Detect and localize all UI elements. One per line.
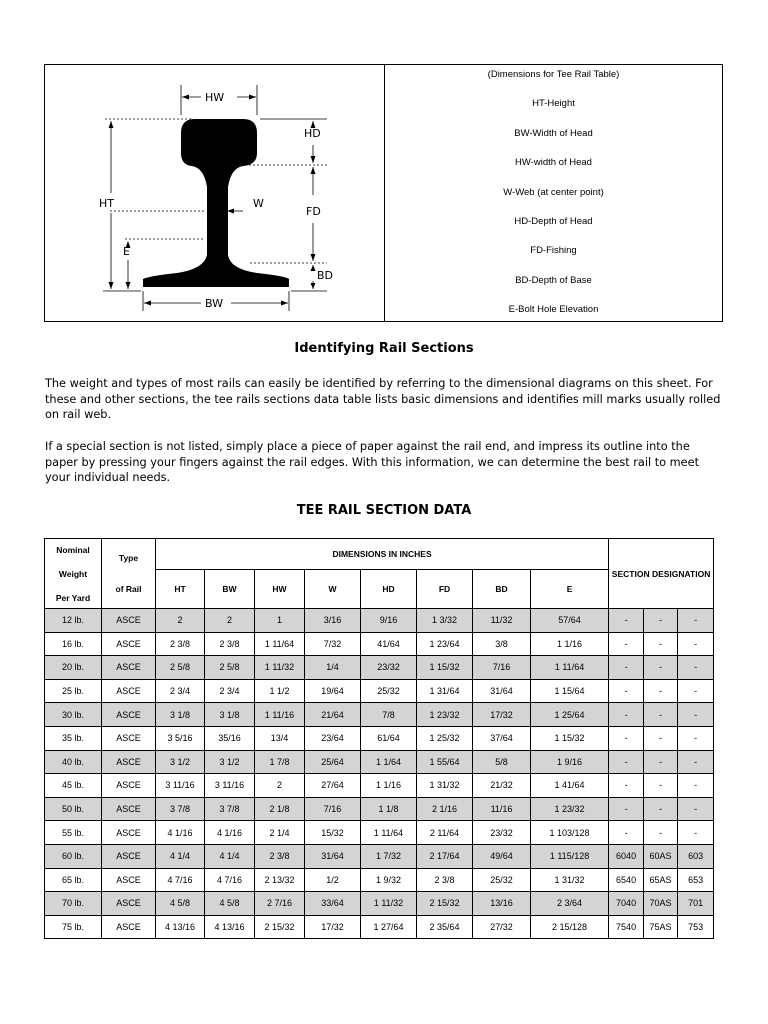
table-cell: 2 3/64	[531, 892, 609, 916]
table-cell: -	[609, 679, 644, 703]
label-w: W	[253, 197, 264, 210]
table-cell: 603	[678, 844, 714, 868]
table-cell: ASCE	[102, 656, 156, 680]
table-cell: -	[609, 821, 644, 845]
table-cell: -	[644, 656, 678, 680]
table-cell: 2 3/4	[205, 679, 255, 703]
table-cell: -	[609, 726, 644, 750]
table-cell: 25/32	[473, 868, 531, 892]
table-cell: 2 15/32	[255, 915, 305, 939]
table-cell: 55 lb.	[45, 821, 102, 845]
table-cell: 3 1/8	[205, 703, 255, 727]
table-cell: ASCE	[102, 797, 156, 821]
table-cell: 3 11/16	[205, 774, 255, 798]
table-cell: ASCE	[102, 679, 156, 703]
table-cell: -	[678, 679, 714, 703]
table-cell: 4 5/8	[156, 892, 205, 916]
table-cell: 49/64	[473, 844, 531, 868]
label-bd: BD	[317, 269, 334, 282]
table-cell: -	[609, 774, 644, 798]
table-row	[45, 632, 714, 656]
table-cell: 35 lb.	[45, 726, 102, 750]
table-cell: 1 15/32	[531, 726, 609, 750]
table-cell: 30 lb.	[45, 703, 102, 727]
table-cell: 2 1/4	[255, 821, 305, 845]
table-cell: 1 31/32	[417, 774, 473, 798]
table-row	[45, 915, 714, 939]
table-row	[45, 868, 714, 892]
table-cell: 35/16	[205, 726, 255, 750]
table-cell: 4 7/16	[205, 868, 255, 892]
table-cell: 1 7/32	[361, 844, 417, 868]
table-cell: -	[678, 797, 714, 821]
table-cell: 37/64	[473, 726, 531, 750]
table-cell: 4 13/16	[205, 915, 255, 939]
table-cell: 1 1/64	[361, 750, 417, 774]
table-cell: 60 lb.	[45, 844, 102, 868]
table-cell: 2 5/8	[156, 656, 205, 680]
table-cell: ASCE	[102, 703, 156, 727]
table-cell: ASCE	[102, 750, 156, 774]
table-cell: 2 13/32	[255, 868, 305, 892]
table-cell: 1 55/64	[417, 750, 473, 774]
table-cell: 1 11/64	[361, 821, 417, 845]
definition-item: W-Web (at center point)	[503, 186, 604, 198]
table-cell: -	[609, 656, 644, 680]
table-row	[45, 844, 714, 868]
table-row	[45, 821, 714, 845]
table-cell: 16 lb.	[45, 632, 102, 656]
table-cell: 33/64	[305, 892, 361, 916]
table-cell: -	[644, 821, 678, 845]
table-cell: -	[678, 726, 714, 750]
table-cell: 27/64	[305, 774, 361, 798]
table-cell: 1 31/32	[531, 868, 609, 892]
table-cell: 75AS	[644, 915, 678, 939]
table-cell: 13/4	[255, 726, 305, 750]
table-row	[45, 726, 714, 750]
table-cell: 12 lb.	[45, 609, 102, 633]
table-cell: 4 13/16	[156, 915, 205, 939]
table-cell: 1 1/2	[255, 679, 305, 703]
table-cell: 6540	[609, 868, 644, 892]
table-cell: -	[609, 797, 644, 821]
label-ht: HT	[99, 197, 114, 210]
table-cell: -	[644, 750, 678, 774]
table-row	[45, 774, 714, 798]
header-dim-hw: HW	[255, 570, 305, 609]
table-cell: 2 17/64	[417, 844, 473, 868]
intro-paragraph: The weight and types of most rails can easily be identified by referring to the dimensional diagrams on this sheet. For these and other sections, the tee rails sections data table lists basic dimensions and identifies mill marks usually rolled on rail web.	[45, 377, 721, 421]
table-cell: 11/32	[473, 609, 531, 633]
table-cell: -	[644, 609, 678, 633]
table-cell: 1 23/64	[417, 632, 473, 656]
table-cell: 31/64	[473, 679, 531, 703]
table-cell: -	[644, 632, 678, 656]
table-cell: 1 27/64	[361, 915, 417, 939]
table-cell: 3 11/16	[156, 774, 205, 798]
table-row	[45, 656, 714, 680]
table-cell: 3 7/8	[205, 797, 255, 821]
table-cell: 7540	[609, 915, 644, 939]
table-cell: 3/8	[473, 632, 531, 656]
table-cell: 2	[255, 774, 305, 798]
header-section-designation: SECTION DESIGNATION	[609, 539, 714, 609]
table-cell: -	[609, 632, 644, 656]
table-cell: 7/16	[305, 797, 361, 821]
table-cell: ASCE	[102, 726, 156, 750]
table-cell: 17/32	[473, 703, 531, 727]
table-cell: 1 1/16	[361, 774, 417, 798]
table-cell: 3 7/8	[156, 797, 205, 821]
table-cell: 25 lb.	[45, 679, 102, 703]
rail-silhouette	[143, 119, 289, 287]
definition-item: HW-width of Head	[515, 157, 592, 169]
table-cell: 60AS	[644, 844, 678, 868]
table-cell: ASCE	[102, 844, 156, 868]
table-cell: 2	[156, 609, 205, 633]
table-cell: 1 23/32	[417, 703, 473, 727]
table-cell: 1 15/32	[417, 656, 473, 680]
definition-item: E-Bolt Hole Elevation	[508, 304, 599, 315]
table-cell: -	[678, 632, 714, 656]
table-cell: 1 11/16	[255, 703, 305, 727]
definition-item: HT-Height	[532, 98, 575, 110]
table-cell: -	[678, 750, 714, 774]
table-cell: -	[644, 797, 678, 821]
section-heading: Identifying Rail Sections	[294, 341, 474, 356]
table-cell: 65AS	[644, 868, 678, 892]
table-cell: 1 103/128	[531, 821, 609, 845]
header-dimensions: DIMENSIONS IN INCHES	[156, 539, 609, 570]
table-cell: 1	[255, 609, 305, 633]
table-cell: 2 3/8	[156, 632, 205, 656]
header-dim-ht: HT	[156, 570, 205, 609]
header-type-of-rail: Type of Rail	[102, 539, 156, 609]
header-dim-e: E	[531, 570, 609, 609]
table-cell: 6040	[609, 844, 644, 868]
table-cell: 21/32	[473, 774, 531, 798]
table-cell: 1 41/64	[531, 774, 609, 798]
rail-profile-drawing	[45, 65, 385, 323]
table-cell: 40 lb.	[45, 750, 102, 774]
table-cell: 4 1/16	[205, 821, 255, 845]
table-cell: 23/64	[305, 726, 361, 750]
table-cell: 1 3/32	[417, 609, 473, 633]
table-row	[45, 797, 714, 821]
table-cell: 61/64	[361, 726, 417, 750]
tee-rail-section-table	[44, 538, 714, 939]
table-cell: 45 lb.	[45, 774, 102, 798]
table-cell: 1 1/16	[531, 632, 609, 656]
table-cell: 1 25/64	[531, 703, 609, 727]
table-cell: 2 7/16	[255, 892, 305, 916]
table-cell: 7040	[609, 892, 644, 916]
table-cell: 4 5/8	[205, 892, 255, 916]
table-cell: 3 1/2	[156, 750, 205, 774]
header-dim-w: W	[305, 570, 361, 609]
table-cell: 3 5/16	[156, 726, 205, 750]
table-cell: 1 31/64	[417, 679, 473, 703]
table-cell: 19/64	[305, 679, 361, 703]
table-cell: 7/16	[473, 656, 531, 680]
label-hd: HD	[304, 127, 321, 140]
table-cell: -	[609, 750, 644, 774]
table-cell: 2 3/8	[417, 868, 473, 892]
table-row	[45, 679, 714, 703]
table-cell: ASCE	[102, 892, 156, 916]
table-cell: -	[644, 703, 678, 727]
label-bw: BW	[205, 297, 224, 310]
table-cell: 1 25/32	[417, 726, 473, 750]
header-dim-hd: HD	[361, 570, 417, 609]
table-cell: 653	[678, 868, 714, 892]
table-cell: -	[678, 609, 714, 633]
table-cell: 21/64	[305, 703, 361, 727]
label-hw: HW	[205, 91, 225, 104]
table-cell: 70 lb.	[45, 892, 102, 916]
rail-diagram-box	[44, 64, 723, 322]
table-cell: 57/64	[531, 609, 609, 633]
table-cell: -	[678, 656, 714, 680]
table-cell: 13/16	[473, 892, 531, 916]
table-cell: ASCE	[102, 868, 156, 892]
table-cell: ASCE	[102, 915, 156, 939]
table-cell: 4 1/4	[156, 844, 205, 868]
header-nominal-weight: Nominal Weight Per Yard	[45, 539, 102, 609]
label-e: E	[123, 245, 130, 258]
table-cell: -	[678, 821, 714, 845]
table-cell: 1/2	[305, 868, 361, 892]
table-cell: 1 11/64	[255, 632, 305, 656]
table-cell: 1 9/16	[531, 750, 609, 774]
table-cell: 2 5/8	[205, 656, 255, 680]
table-cell: 70AS	[644, 892, 678, 916]
dimension-definitions-list	[385, 65, 722, 321]
table-cell: 2 15/128	[531, 915, 609, 939]
table-cell: 1 11/64	[531, 656, 609, 680]
table-cell: 75 lb.	[45, 915, 102, 939]
table-cell: 2 1/8	[255, 797, 305, 821]
table-cell: 1/4	[305, 656, 361, 680]
table-cell: 20 lb.	[45, 656, 102, 680]
table-cell: -	[644, 726, 678, 750]
table-cell: 11/16	[473, 797, 531, 821]
table-cell: 7/32	[305, 632, 361, 656]
definition-item: BD-Depth of Base	[515, 274, 592, 286]
table-cell: 31/64	[305, 844, 361, 868]
table-row	[45, 609, 714, 633]
table-row	[45, 750, 714, 774]
definition-caption: (Dimensions for Tee Rail Table)	[487, 69, 620, 80]
table-cell: 27/32	[473, 915, 531, 939]
table-heading: TEE RAIL SECTION DATA	[296, 503, 472, 518]
table-cell: 1 9/32	[361, 868, 417, 892]
table-cell: 1 23/32	[531, 797, 609, 821]
table-cell: ASCE	[102, 774, 156, 798]
table-cell: 4 1/4	[205, 844, 255, 868]
table-cell: 2 3/8	[255, 844, 305, 868]
table-cell: 2 11/64	[417, 821, 473, 845]
table-cell: 3 1/8	[156, 703, 205, 727]
table-row	[45, 703, 714, 727]
header-dim-fd: FD	[417, 570, 473, 609]
table-cell: 3/16	[305, 609, 361, 633]
table-cell: 1 115/128	[531, 844, 609, 868]
table-cell: -	[678, 703, 714, 727]
table-cell: 25/64	[305, 750, 361, 774]
table-cell: 4 7/16	[156, 868, 205, 892]
table-cell: 753	[678, 915, 714, 939]
definition-item: HD-Depth of Head	[514, 215, 593, 227]
table-cell: 1 15/64	[531, 679, 609, 703]
table-cell: 15/32	[305, 821, 361, 845]
table-cell: 1 11/32	[255, 656, 305, 680]
table-cell: 701	[678, 892, 714, 916]
definition-item: BW-Width of Head	[514, 127, 593, 139]
definition-item: FD-Fishing	[530, 245, 577, 257]
table-cell: 1 7/8	[255, 750, 305, 774]
table-cell: 1 11/32	[361, 892, 417, 916]
header-dim-bd: BD	[473, 570, 531, 609]
label-fd: FD	[306, 205, 321, 218]
table-cell: 9/16	[361, 609, 417, 633]
table-cell: 4 1/16	[156, 821, 205, 845]
special-section-paragraph: If a special section is not listed, simply place a piece of paper against the rail end, and impress its outline into the paper by pressing your fingers against the rail edges. With this information, we can determine the best rail to meet your individual needs.	[45, 440, 699, 484]
table-cell: -	[644, 679, 678, 703]
table-cell: ASCE	[102, 632, 156, 656]
table-row	[45, 892, 714, 916]
table-cell: 65 lb.	[45, 868, 102, 892]
table-cell: -	[609, 609, 644, 633]
rail-cross-section-diagram	[45, 65, 385, 321]
table-cell: 41/64	[361, 632, 417, 656]
table-cell: 23/32	[473, 821, 531, 845]
table-cell: 5/8	[473, 750, 531, 774]
table-cell: 2 1/16	[417, 797, 473, 821]
table-cell: 7/8	[361, 703, 417, 727]
table-cell: -	[609, 703, 644, 727]
table-cell: 2	[205, 609, 255, 633]
table-cell: -	[644, 774, 678, 798]
table-cell: 3 1/2	[205, 750, 255, 774]
table-cell: 50 lb.	[45, 797, 102, 821]
table-cell: 2 3/4	[156, 679, 205, 703]
header-dim-bw: BW	[205, 570, 255, 609]
table-cell: 1 1/8	[361, 797, 417, 821]
table-cell: 25/32	[361, 679, 417, 703]
table-cell: 2 3/8	[205, 632, 255, 656]
table-cell: ASCE	[102, 821, 156, 845]
table-cell: -	[678, 774, 714, 798]
table-cell: ASCE	[102, 609, 156, 633]
table-cell: 23/32	[361, 656, 417, 680]
table-cell: 2 15/32	[417, 892, 473, 916]
table-cell: 17/32	[305, 915, 361, 939]
table-cell: 2 35/64	[417, 915, 473, 939]
